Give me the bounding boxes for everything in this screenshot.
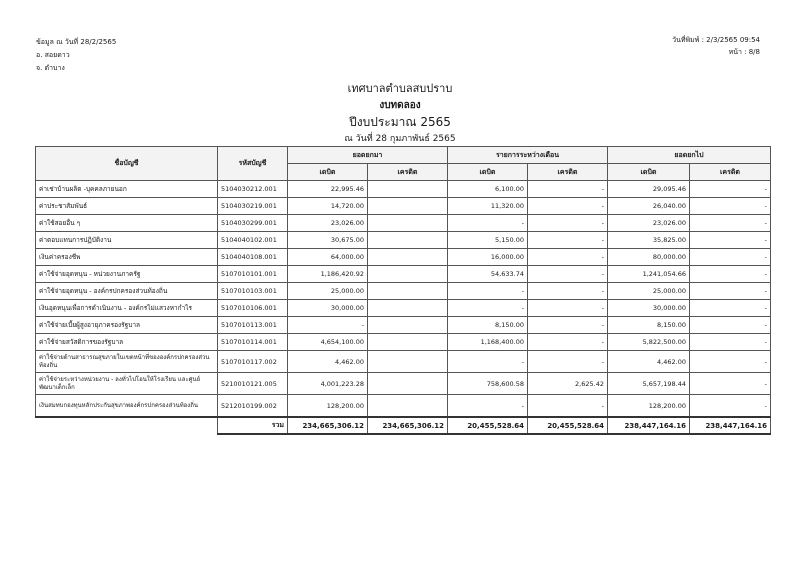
- col-m-credit: เครดิต: [528, 164, 608, 181]
- bf-credit-cell: [368, 266, 448, 283]
- account-code-cell: 5104040108.001: [218, 249, 288, 266]
- account-name-cell: เงินอุดหนุนเพื่อการดำเนินงาน - องค์กรไม่แสวงหากำไร: [36, 300, 218, 317]
- total-m-credit: 20,455,528.64: [528, 417, 608, 434]
- totals-spacer: [36, 417, 218, 434]
- account-code-cell: 5104030212.001: [218, 181, 288, 198]
- table-row: [36, 334, 771, 351]
- fiscal-year: ปีงบประมาณ 2565: [349, 115, 451, 129]
- col-bf-debit: เดบิต: [288, 164, 368, 181]
- m-debit-cell: 758,600.58: [448, 373, 528, 395]
- m-debit-cell: -: [448, 395, 528, 418]
- bf-debit-cell: 4,001,223.28: [288, 373, 368, 395]
- cf-credit-cell: -: [690, 232, 771, 249]
- bf-credit-cell: [368, 300, 448, 317]
- bf-credit-cell: [368, 334, 448, 351]
- table-row: [36, 232, 771, 249]
- table-row: [36, 181, 771, 198]
- report-title-block: [0, 80, 800, 148]
- table-row: [36, 249, 771, 266]
- col-cf-credit: เครดิต: [690, 164, 771, 181]
- m-credit-cell: -: [528, 351, 608, 373]
- total-cf-debit: 238,447,164.16: [608, 417, 690, 434]
- account-name-cell: ค่าใช้สอยอื่น ๆ: [36, 215, 218, 232]
- bf-debit-cell: 128,200.00: [288, 395, 368, 418]
- m-credit-cell: -: [528, 198, 608, 215]
- cf-credit-cell: -: [690, 181, 771, 198]
- account-code-cell: 5104040102.001: [218, 232, 288, 249]
- m-credit-cell: -: [528, 266, 608, 283]
- m-credit-cell: 2,625.42: [528, 373, 608, 395]
- m-credit-cell: -: [528, 317, 608, 334]
- data-date: ข้อมูล ณ วันที่ 28/2/2565: [36, 38, 117, 46]
- m-debit-cell: 11,320.00: [448, 198, 528, 215]
- m-debit-cell: -: [448, 215, 528, 232]
- m-credit-cell: -: [528, 249, 608, 266]
- cf-debit-cell: 128,200.00: [608, 395, 690, 418]
- totals-label: รวม: [218, 417, 288, 434]
- cf-debit-cell: 35,825.00: [608, 232, 690, 249]
- account-name-cell: ค่าใช้จ่ายด้านสาธารณสุขภายในเขตหน้าที่ขององค์กรปกครองส่วนท้องถิ่น: [36, 351, 218, 373]
- m-credit-cell: -: [528, 334, 608, 351]
- m-debit-cell: 54,633.74: [448, 266, 528, 283]
- bf-debit-cell: -: [288, 317, 368, 334]
- cf-credit-cell: -: [690, 317, 771, 334]
- report-meta-left: [36, 36, 116, 75]
- account-name-cell: ค่าใช้จ่ายอุดหนุน - องค์กรปกครองส่วนท้องถิ่น: [36, 283, 218, 300]
- account-name-cell: ค่าใช้จ่ายเบี้ยผู้สูงอายุภาครองรัฐบาล: [36, 317, 218, 334]
- account-name-cell: ค่าตอบแทนการปฏิบัติงาน: [36, 232, 218, 249]
- cf-credit-cell: -: [690, 300, 771, 317]
- account-name-cell: ค่าใช้จ่ายอุดหนุน - หน่วยงานภาครัฐ: [36, 266, 218, 283]
- cf-debit-cell: 5,822,500.00: [608, 334, 690, 351]
- ledger-body: [36, 181, 771, 418]
- m-credit-cell: -: [528, 181, 608, 198]
- bf-credit-cell: [368, 395, 448, 418]
- table-row: [36, 198, 771, 215]
- col-during-month: รายการระหว่างเดือน: [448, 147, 608, 164]
- m-debit-cell: 8,150.00: [448, 317, 528, 334]
- cf-credit-cell: -: [690, 215, 771, 232]
- m-debit-cell: -: [448, 300, 528, 317]
- account-name-cell: เงินค่าครองชีพ: [36, 249, 218, 266]
- total-bf-debit: 234,665,306.12: [288, 417, 368, 434]
- print-date: วันที่พิมพ์ : 2/3/2565 09:54: [672, 36, 760, 44]
- m-credit-cell: -: [528, 300, 608, 317]
- province: จ. ตำบาง: [36, 64, 65, 72]
- bf-credit-cell: [368, 249, 448, 266]
- account-code-cell: 5107010117.002: [218, 351, 288, 373]
- cf-credit-cell: -: [690, 198, 771, 215]
- cf-credit-cell: -: [690, 249, 771, 266]
- account-code-cell: 5107010103.001: [218, 283, 288, 300]
- bf-debit-cell: 30,000.00: [288, 300, 368, 317]
- col-m-debit: เดบิต: [448, 164, 528, 181]
- table-row: [36, 351, 771, 373]
- m-debit-cell: -: [448, 351, 528, 373]
- cf-credit-cell: -: [690, 373, 771, 395]
- bf-credit-cell: [368, 283, 448, 300]
- bf-debit-cell: 30,675.00: [288, 232, 368, 249]
- table-row: [36, 283, 771, 300]
- table-row: [36, 266, 771, 283]
- cf-credit-cell: -: [690, 351, 771, 373]
- cf-debit-cell: 8,150.00: [608, 317, 690, 334]
- total-cf-credit: 238,447,164.16: [690, 417, 771, 434]
- bf-debit-cell: 22,995.46: [288, 181, 368, 198]
- organization-name: เทศบาลตำบลสบปราบ: [347, 82, 453, 95]
- header-row-groups: [36, 147, 771, 164]
- totals-row: [36, 417, 771, 434]
- page-number: หน้า : 8/8: [728, 48, 760, 56]
- cf-credit-cell: -: [690, 395, 771, 418]
- col-bf-credit: เครดิต: [368, 164, 448, 181]
- bf-credit-cell: [368, 198, 448, 215]
- m-credit-cell: -: [528, 215, 608, 232]
- report-meta-right: [672, 34, 760, 58]
- col-account-code: รหัสบัญชี: [218, 147, 288, 181]
- col-account-name: ชื่อบัญชี: [36, 147, 218, 181]
- m-debit-cell: 16,000.00: [448, 249, 528, 266]
- cf-debit-cell: 26,040.00: [608, 198, 690, 215]
- trial-balance-table: [35, 146, 771, 435]
- account-name-cell: ค่าเช่าบ้านผลิต -บุคคลภายนอก: [36, 181, 218, 198]
- bf-credit-cell: [368, 215, 448, 232]
- cf-debit-cell: 4,462.00: [608, 351, 690, 373]
- cf-credit-cell: -: [690, 266, 771, 283]
- total-m-debit: 20,455,528.64: [448, 417, 528, 434]
- account-code-cell: 5210010121.005: [218, 373, 288, 395]
- bf-credit-cell: [368, 181, 448, 198]
- bf-debit-cell: 14,720.00: [288, 198, 368, 215]
- account-code-cell: 5104030219.001: [218, 198, 288, 215]
- account-name-cell: ค่าใช้จ่ายระหว่างหน่วยงาน - ลงทั่วไปโอนให้โรงเรียน และศูนย์พัฒนาเด็กเล็ก: [36, 373, 218, 395]
- table-row: [36, 300, 771, 317]
- col-carried-forward: ยอดยกไป: [608, 147, 771, 164]
- col-cf-debit: เดบิต: [608, 164, 690, 181]
- account-name-cell: ค่าใช้จ่ายสวัสดิการของรัฐบาล: [36, 334, 218, 351]
- bf-debit-cell: 64,000.00: [288, 249, 368, 266]
- cf-debit-cell: 1,241,054.66: [608, 266, 690, 283]
- cf-debit-cell: 30,000.00: [608, 300, 690, 317]
- m-credit-cell: -: [528, 232, 608, 249]
- table-row: [36, 317, 771, 334]
- account-code-cell: 5107010106.001: [218, 300, 288, 317]
- table-row: [36, 215, 771, 232]
- bf-debit-cell: 23,026.00: [288, 215, 368, 232]
- account-code-cell: 5107010113.001: [218, 317, 288, 334]
- cf-debit-cell: 23,026.00: [608, 215, 690, 232]
- cf-debit-cell: 80,000.00: [608, 249, 690, 266]
- account-code-cell: 5212010199.002: [218, 395, 288, 418]
- cf-credit-cell: -: [690, 283, 771, 300]
- table-row: [36, 395, 771, 418]
- bf-debit-cell: 25,000.00: [288, 283, 368, 300]
- bf-debit-cell: 1,186,420.92: [288, 266, 368, 283]
- table-row: [36, 373, 771, 395]
- bf-credit-cell: [368, 232, 448, 249]
- col-brought-forward: ยอดยกมา: [288, 147, 448, 164]
- bf-debit-cell: 4,654,100.00: [288, 334, 368, 351]
- as-of-date: ณ วันที่ 28 กุมภาพันธ์ 2565: [344, 134, 456, 144]
- m-debit-cell: 5,150.00: [448, 232, 528, 249]
- account-code-cell: 5107010101.001: [218, 266, 288, 283]
- report-name: งบทดลอง: [379, 100, 421, 111]
- cf-credit-cell: -: [690, 334, 771, 351]
- account-code-cell: 5107010114.001: [218, 334, 288, 351]
- m-debit-cell: -: [448, 283, 528, 300]
- total-bf-credit: 234,665,306.12: [368, 417, 448, 434]
- bf-credit-cell: [368, 351, 448, 373]
- bf-debit-cell: 4,462.00: [288, 351, 368, 373]
- bf-credit-cell: [368, 373, 448, 395]
- bf-credit-cell: [368, 317, 448, 334]
- m-credit-cell: -: [528, 395, 608, 418]
- account-name-cell: เงินสมทบกองทุนหลักประกันสุขภาพองค์กรปกครองส่วนท้องถิ่น: [36, 395, 218, 418]
- account-name-cell: ค่าประชาสัมพันธ์: [36, 198, 218, 215]
- cf-debit-cell: 29,095.46: [608, 181, 690, 198]
- cf-debit-cell: 25,000.00: [608, 283, 690, 300]
- cf-debit-cell: 5,657,198.44: [608, 373, 690, 395]
- m-credit-cell: -: [528, 283, 608, 300]
- account-code-cell: 5104030299.001: [218, 215, 288, 232]
- m-debit-cell: 1,168,400.00: [448, 334, 528, 351]
- m-debit-cell: 6,100.00: [448, 181, 528, 198]
- district: อ. สอยดาว: [36, 51, 70, 59]
